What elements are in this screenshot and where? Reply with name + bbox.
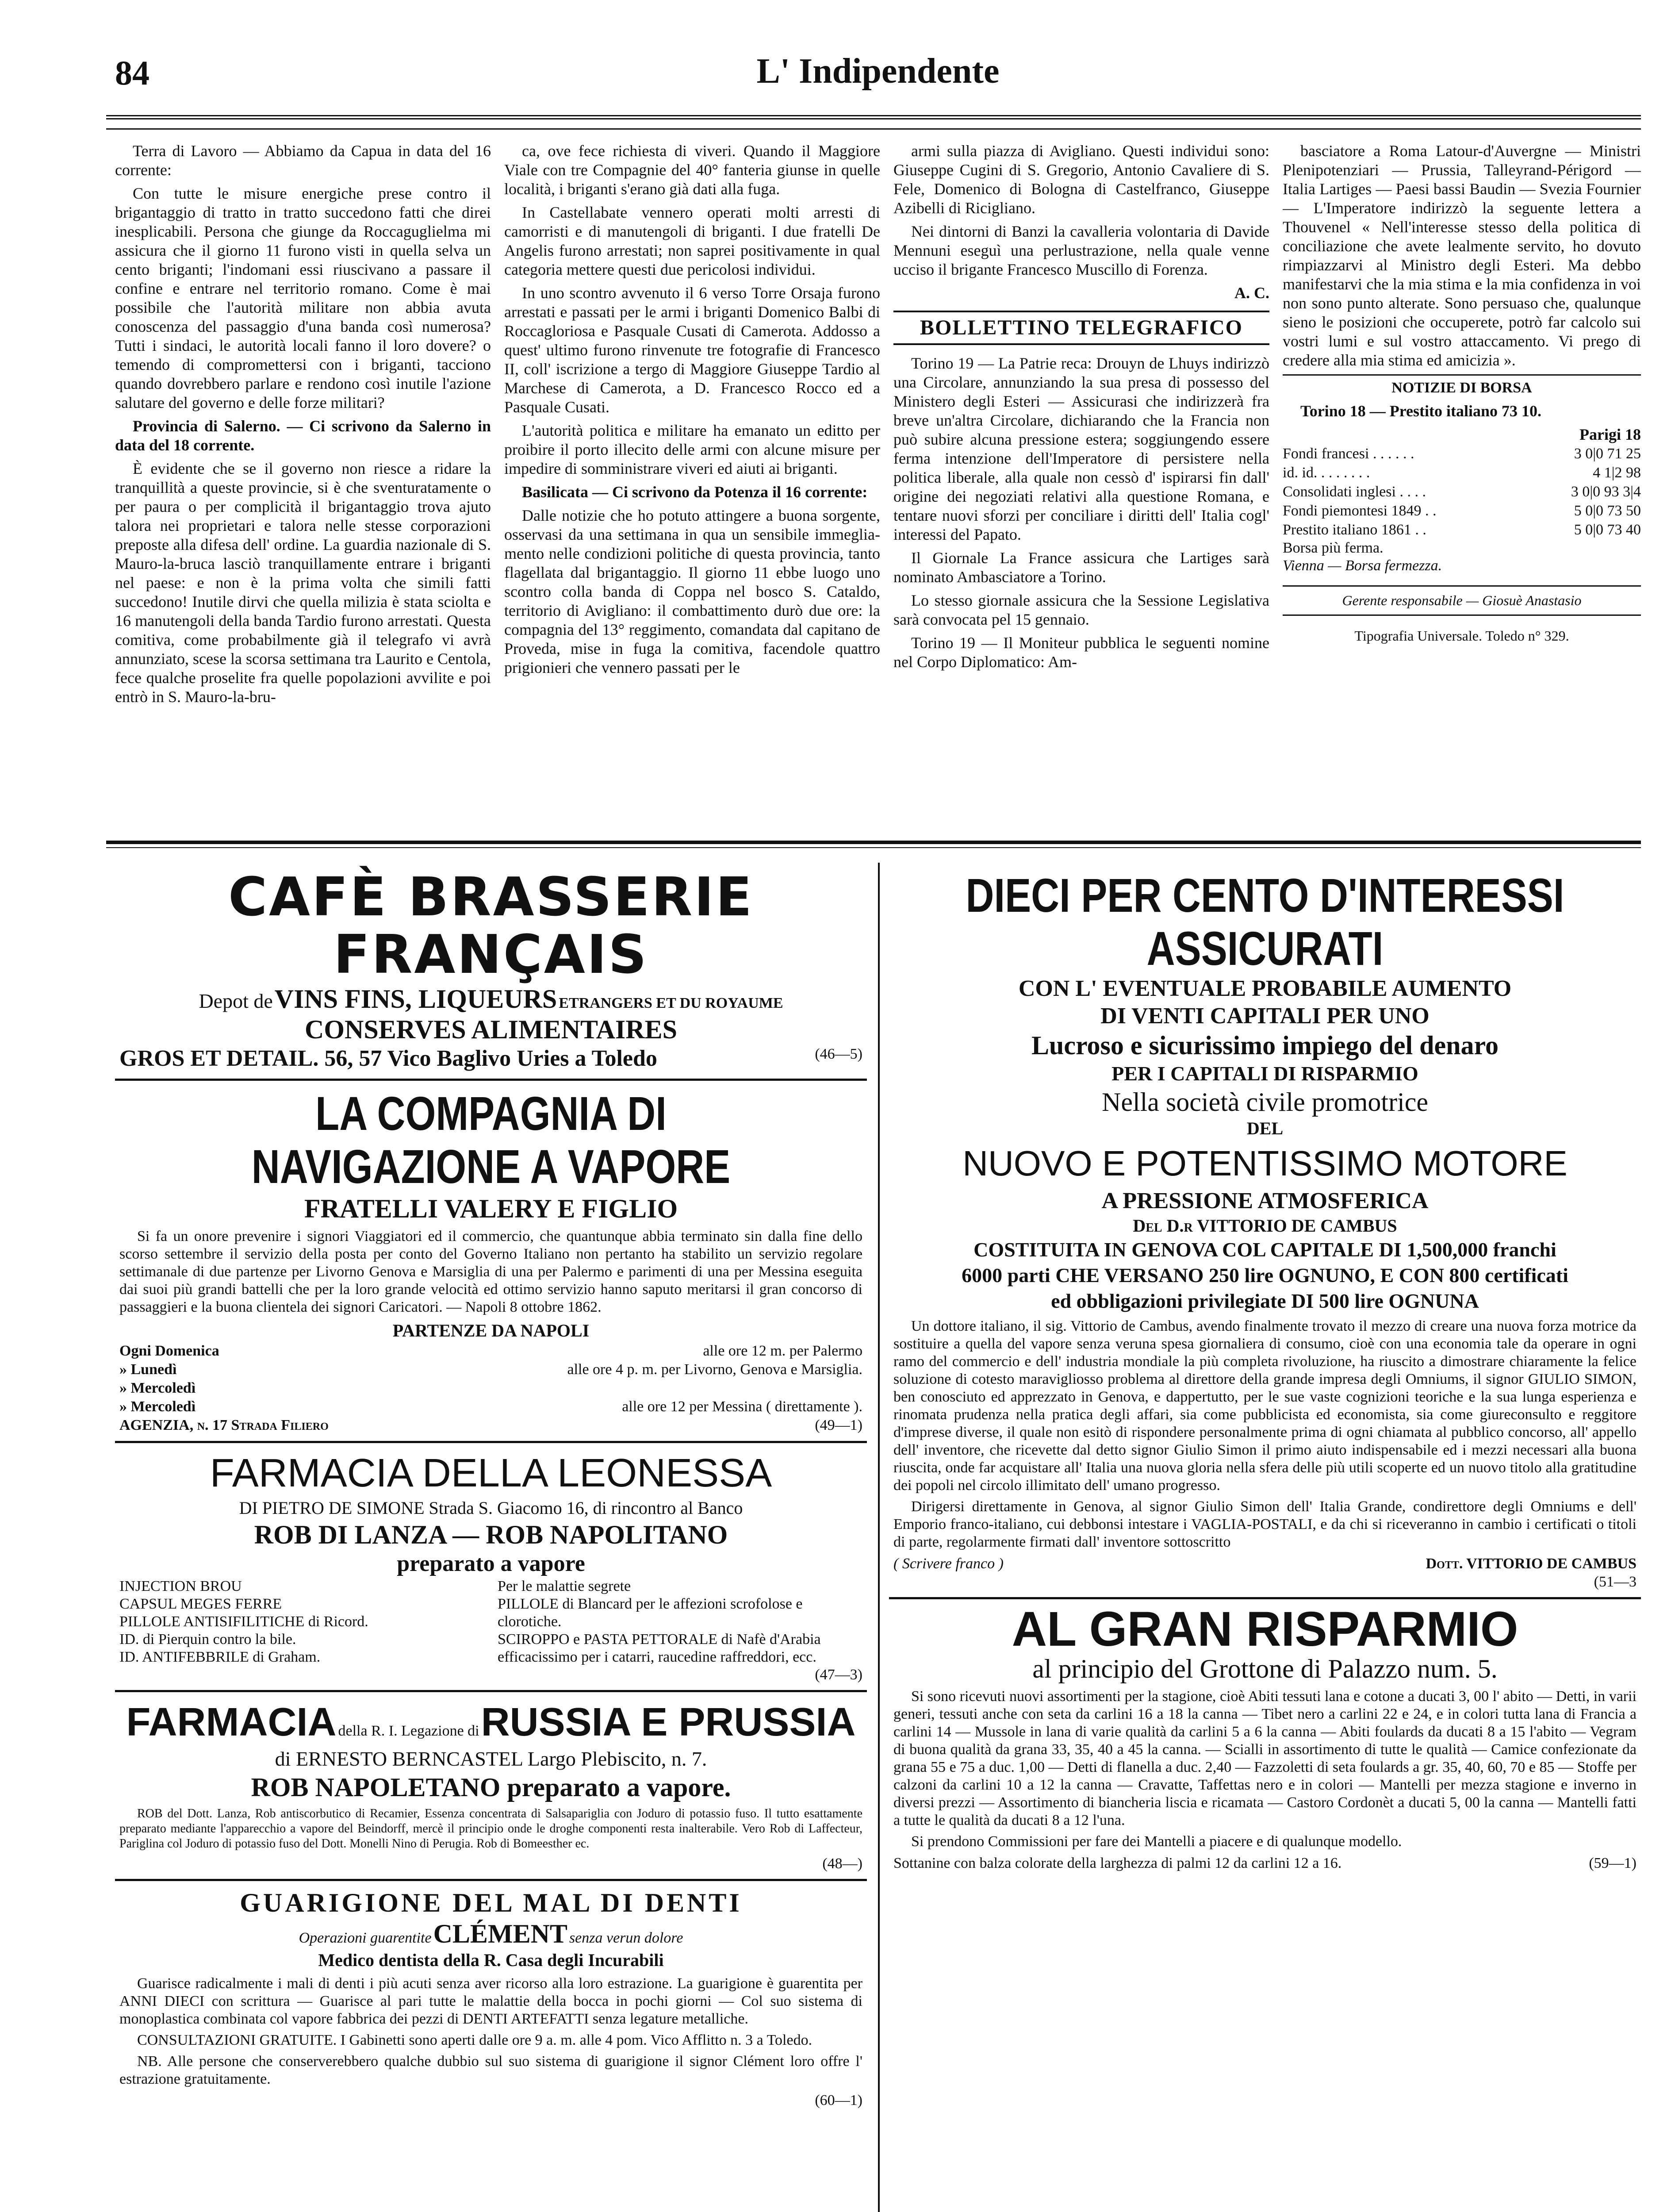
news-column-2 <box>504 142 880 832</box>
ad-line: Medico dentista della R. Casa degli Incurabili <box>318 1950 664 1970</box>
ad-subtitle: al principio del Grottone di Palazzo num. 5. <box>1032 1654 1498 1683</box>
page-number: 84 <box>115 54 149 92</box>
bollettino-heading: BOLLETTINO TELEGRAFICO <box>893 311 1269 345</box>
ad-body: CONSULTAZIONI GRATUITE. I Gabinetti sono aperti dalle ore 9 a. m. alle 4 pom. Vico Afflitto n. 3 a Toledo. <box>137 2032 813 2048</box>
ads-divider <box>878 863 880 2212</box>
ad-body: Dirigersi direttamente in Genova, al signor Giulio Simon dell' Italia Grande, condirettore degli Omniums e dell' Emporio franco-italiano, cui debbonsi intestare i VAGLIA-POSTALI, e da chi si riceveranno in cambio i certificati o titoli di parte, regolarmente firmati dall' inventore sottoscritto <box>893 1498 1637 1550</box>
ad-line: ROB DI LANZA — ROB NAPOLITANO <box>254 1520 728 1549</box>
ad-title: LA COMPAGNIA DI NAVIGAZIONE A VAPORE <box>251 1087 731 1193</box>
tipografia-line: Tipografia Universale. Toledo n° 329. <box>1354 628 1569 644</box>
page-header <box>115 49 1641 102</box>
ad-line: Lucroso e sicurissimo impiego del denaro <box>1031 1031 1499 1060</box>
table-row: Fondi piemontesi 1849 . . 5 0|0 73 50 <box>1283 503 1641 519</box>
ad-line: Depot de VINS FINS, LIQUEURS ETRANGERS ET DU ROYAUME CONSERVES ALIMENTAIRES <box>199 984 783 1044</box>
table-row: Consolidati inglesi . . . . 3 0|0 93 3|4 <box>1283 484 1641 500</box>
ad-line: DI VENTI CAPITALI PER UNO <box>1100 1003 1430 1029</box>
section-rule <box>106 841 1641 844</box>
ad-line: ROB NAPOLETANO preparato a vapore. <box>251 1773 731 1802</box>
news-paragraph: È evidente che se il governo non riesce a ridare la tranquillità a queste provincie, si è che sventuratamente o per paura o per complicità il brigantaggio trova ajuto talora nei proprietari e talora nelle stesse corporazioni preposte alla difesa dell' ordine. La guardia nazionale di S. Mauro-la-bruca lasciò tranquillamente entrare i briganti nel paese: e non è la prima volta che simili fatti succedono! Inutile dirvi che quella milizia è stata sciolta e 16 manutengoli della banda Tardio furono arrestati. Questa comitiva, come probabilmente già il telegrafo vi avrà annunziato, scese la scorsa settimana tra Laurito e Centola, fece qualche proselite fra quelle popolazioni avvilite e poi entrò in S. Mauro-la-bru- <box>115 460 491 706</box>
ad-title: DIECI PER CENTO D'INTERESSI ASSICURATI <box>966 868 1564 975</box>
masthead: L' Indipendente <box>756 52 1000 91</box>
ad-title: AL GRAN RISPARMIO <box>1012 1602 1518 1656</box>
borsa-table <box>1283 444 1641 539</box>
ad-title: CAFÈ BRASSERIE FRANÇAIS <box>228 867 754 986</box>
ad-line: ( Scrivere franco ) Dott. VITTORIO DE CAMBUS <box>893 1555 1637 1572</box>
ad-line: PER I CAPITALI DI RISPARMIO <box>1111 1062 1418 1085</box>
ad-farmacia-leonessa <box>115 1443 867 1692</box>
news-section <box>115 142 1641 832</box>
borsa-note: Borsa più ferma. <box>1283 540 1384 556</box>
ad-compagnia-valery <box>115 1081 867 1443</box>
ad-gran-risparmio <box>889 1599 1641 1879</box>
borsa-vienna: Vienna — Borsa fermezza. <box>1283 557 1442 574</box>
news-paragraph: Nei dintorni di Banzi la cavalleria volontaria di Davide Mennuni eseguì una perlustrazione, nella quale venne ucciso il brigante Francesco Muscillo di Forenza. <box>893 223 1269 278</box>
ad-farmacia-russia: FARMACIA della R. I. Legazione di RUSSIA E PRUSSIA di ERNESTO BERNCASTEL Largo Plebiscito, n. 7. ROB NAPOLETANO preparato a vapore. ROB del Dott. Lanza, Rob antiscorbutico di Recamier, Essenza concentrata di Salsapariglia con Joduro di potassio fuso. Il tutto esattamente preparato mediante l'apparecchio a vapore del Beindorff, mercè il principio onde le droghe componenti resta inalterabile. Vero Rob di Laffecteur, Pariglina col Joduro di potassio fuso del Dott. Monelli Nino di Perugia. Rob di Bomeesther ec. (48—) <box>115 1692 867 1881</box>
schedule-row: Ogni Domenica alle ore 12 m. per Palermo <box>119 1343 862 1359</box>
ad-line: di ERNESTO BERNCASTEL Largo Plebiscito, n. 7. <box>275 1747 707 1770</box>
news-paragraph: In uno scontro avvenuto il 6 verso Torre Orsaja furono arrestati e passati per le armi i briganti Domenico Balbi di Roccagloriosa e Pasquale Cusati di Camerota. Addosso a quest' ultimo furono rinvenute tre fotografie di Francesco II, coll' iscrizione a tergo di Maggiore Giuseppe Tardio al Marchese di Camerota, a D. Francesco Rocco ed a Pasquale Cusati. <box>504 284 880 416</box>
borsa-parigi: Parigi 18 <box>1579 426 1641 443</box>
ad-title: FARMACIA della R. I. Legazione di RUSSIA E PRUSSIA <box>126 1700 856 1744</box>
ad-line: COSTITUITA IN GENOVA COL CAPITALE DI 1,500,000 franchi <box>973 1238 1556 1261</box>
ad-line: GROS ET DETAIL. 56, 57 Vico Baglivo Uries a Toledo (46—5) <box>119 1046 862 1071</box>
borsa-heading: NOTIZIE DI BORSA <box>1283 374 1641 397</box>
news-paragraph: Terra di Lavoro — Abbiamo da Capua in data del 16 corrente: <box>115 142 491 179</box>
ad-body: Si fa un onore prevenire i signori Viaggiatori ed il commercio, che quantunque abbia terminato sin dalla fine dello scorso settembre il servizio della posta per conto del Governo Italiano non pertanto ha stabilito un servizio regolare settimanale di due partenze per Livorno Genova e Marsiglia di una per Palermo e parimenti di una per Messina eseguita dai suoi più grandi battelli che per la loro grande velocità ed ottimo servizio hanno saputo meritarsi il gran concorso di passaggieri e la buona clientela dei signori Caricatori. — Napoli 8 ottobre 1862. <box>119 1228 862 1315</box>
gerente-line: Gerente responsabile — Giosuè Anastasio <box>1283 585 1641 616</box>
news-paragraph: Il Giornale La France assicura che Lartiges sarà nominato Ambasciatore a Torino. <box>893 549 1269 586</box>
ad-line: DEL <box>1246 1118 1284 1138</box>
ad-partenze: PARTENZE DA NAPOLI <box>392 1321 590 1340</box>
ad-clement-dentista: GUARIGIONE DEL MAL DI DENTI Operazioni guarentite CLÉMENT senza verun dolore Medico dentista della R. Casa degli Incurabili Guarisce radicalmente i mali di denti i più acuti senza aver ricorso alla loro estrazione. La guarigione è guarentita per ANNI DIECI con scrittura — Guarisce al pari tutte le malattie della bocca in pochi giorni — Col suo sistema di monoplastica combinata col vapore fabbrica dei pezzi di DENTI ARTEFATTI senza legature metalliche. CONSULTAZIONI GRATUITE. I Gabinetti sono aperti dalle ore 9 a. m. alle 4 pom. Vico Afflitto n. 3 a Toledo. NB. Alle persone che conserverebbero qualche dubbio sul suo sistema di guarigione il signor Clément loro offre l' estrazione gratuitamente. (60—1) <box>119 1888 862 2108</box>
table-row: id. id. . . . . . . . 4 1|2 98 <box>1283 465 1641 481</box>
ad-body: Un dottore italiano, il sig. Vittorio de Cambus, avendo finalmente trovato il mezzo di creare una nuova forza motrice da sostituire a quella del vapore senza veruna spesa giornaliera di consumo, cioè con una economia tale da operare in ogni ramo del commercio e dell' industria mondiale la più completa rivoluzione, ha riuscito a dimostrare chiaramente la felice soluzione di cotesto maravigliosso problema al direttore della grande impresa degli Omniums, il signor GIULIO SIMON, ben conosciuto ed apprezzato in Genova, e dappertutto, per le sue vaste cognizioni teoriche e la sua lunga esperienza e rinomata prudenza nella pratica degli affari, sia come pubblicista ed economista, sia come giureconsulto e reggitore d'imprese diverse, il quale non esitò di rispondere personalmente prima di ogni chiamata al pubblico concorso, all' appello dell' inventore, che ricevette dal detto signor Giulio Simon il primo aiuto indispensabile ed i mezzi necessari alla buona riuscita, onde far acquistare all' Italia una nuova gloria nella sfera delle più utili scoperte ed un nuovo titolo alla gratitudine dei popoli nel circolo illimitato dell' umano progresso. <box>893 1318 1637 1494</box>
news-paragraph: L'autorità politica e militare ha emanato un editto per proibire il porto illecito delle armi con alcune misure per impedire di somministrare viveri ed aiuti ai briganti. <box>504 422 880 477</box>
news-paragraph: armi sulla piazza di Avigliano. Questi individui sono: Giuseppe Cugini di S. Gregorio, Antonio Cavaliere di S. Fele, Domenico di Bologna di Castelfranco, Giuseppe Azibelli di Ricigliano. <box>893 142 1269 217</box>
ads-right-column <box>889 863 1641 2212</box>
ad-two-columns <box>119 1578 862 1684</box>
ad-line: Del D.r VITTORIO DE CAMBUS <box>1133 1216 1397 1236</box>
news-paragraph: Lo stesso giornale assicura che la Sessione Legislativa sarà convocata pel 15 gennaio. <box>893 591 1269 628</box>
ad-line: NUOVO E POTENTISSIMO MOTORE <box>962 1144 1568 1183</box>
schedule-row: » Mercoledì alle ore 12 per Messina ( direttamente ). <box>119 1398 862 1415</box>
news-paragraph: Con tutte le misure energiche prese contro il brigantaggio di tratto in tratto succedono fatti che direi inesplicabili. Persona che giunge da Roccaguglielma mi assicura che il giorno 11 furono visti in quella selva un cento briganti; l'indomani essi riuscivano a passare il confine e entrare nel territorio romano. Come è mai possibile che l'autorità militare non abbia avuta conoscenza del passaggio d'una banda così numerosa? Tutti i sindaci, le autorità locali fanno il loro dovere? o temendo di compromettersi con i briganti, tacciono quando dovrebbero parlare e rendono così inutile l'azione salutare del governo e delle forze militari? <box>115 184 491 411</box>
news-column-4 <box>1283 142 1641 832</box>
ad-line: Operazioni guarentite CLÉMENT senza verun dolore <box>299 1919 683 1948</box>
ad-subtitle: FRATELLI VALERY E FIGLIO <box>304 1194 678 1223</box>
news-column-1 <box>115 142 491 832</box>
news-paragraph: In Castellabate vennero operati molti arresti di camorristi e di manutengoli di briganti. I due fratelli De Angelis furono arrestati; non saprei positivamente in qual categoria mettere questi due pericolosi individui. <box>504 204 880 278</box>
news-paragraph: Dalle notizie che ho potuto attingere a buona sorgente, osservasi da una settimana in qua un sensibile immegliamento nelle condizioni politiche di questa provincia, tanto flagellata dal brigantaggio. Il giorno 11 ebbe luogo uno scontro colla banda di Coppa nel bosco S. Cataldo, territorio di Avigliano: il combattimento durò due ore: la compagnia del 13° reggimento, comandata dal capitano de Proveda, mise in fuga la comitiva, facendole quattro prigionieri che vennero passati per le <box>504 507 880 676</box>
ad-line: ed obbligazioni privilegiate DI 500 lire OGNUNA <box>1051 1290 1479 1312</box>
ad-line: 6000 parti CHE VERSANO 250 lire OGNUNO, E CON 800 certificati <box>962 1264 1568 1286</box>
schedule-row: » Mercoledì <box>119 1380 196 1396</box>
news-paragraph: basciatore a Roma Latour-d'Auvergne — Ministri Plenipotenziari — Prussia, Talleyrand-Périgord — Italia Lartiges — Paesi bassi Baudin — Svezia Fournier — L'Imperatore indirizzò la seguente lettera a Thouvenel « Nell'interesse stesso della politica di conciliazione che avete lealmente servito, ho dovuto rimpiazzarvi al Ministro degli Esteri. Ma debbo manifestarvi che la mia stima e la mia confidenza in voi non sono punto alterate. Sono persuaso che, qualunque sieno le posizioni che occuperete, potrò far calcolo sui vostri lumi e sul vostro attaccamento. Vi prego di credere alla mia stima ed amicizia ». <box>1283 142 1641 369</box>
section-rule-thin <box>106 847 1641 848</box>
ads-left-column <box>115 863 867 2212</box>
ad-body: Guarisce radicalmente i mali di denti i più acuti senza aver ricorso alla loro estrazione. La guarigione è guarentita per ANNI DIECI con scrittura — Guarisce al pari tutte le malattie della bocca in pochi giorni — Col suo sistema di monoplastica combinata col vapore fabbrica dei pezzi di DENTI ARTEFATTI senza legature metalliche. <box>119 1975 862 2027</box>
ad-left-list: INJECTION BROU CAPSUL MEGES FERRE PILLOLE ANTISIFILITICHE di Ricord. ID. di Pierquin contro la bile. ID. ANTIFEBBRILE di Graham. <box>119 1578 368 1665</box>
ad-line: A PRESSIONE ATMOSFERICA <box>1101 1188 1429 1214</box>
news-paragraph: Torino 19 — La Patrie reca: Drouyn de Lhuys indirizzò una Circolare, annunziando la sua presa di possesso del Ministero degli Esteri — Assicurasi che indirizzerà fra breve un'altra Circolare, dichiarando che la Francia non può subire alcuna pressione estera; soggiungendo essere ferma intenzione dell'Imperatore di persistere nella politica liberale, alla quale non cessò d' ispirarsi fin dall' origine dei negoziati relativi alla questione Romana, e tentare nuovi sforzi per conciliare i diritti dell' Italia cogl' interessi del Papato. <box>893 354 1269 543</box>
ad-line: Sottanine con balza colorate della larghezza di palmi 12 da carlini 12 a 16. (59—1) <box>893 1855 1637 1871</box>
ad-line: CON L' EVENTUALE PROBABILE AUMENTO <box>1018 976 1512 1001</box>
header-rule <box>106 115 1641 119</box>
ad-line: AGENZIA, n. 17 Strada Filiero (49—1) <box>119 1417 862 1433</box>
borsa-torino: Torino 18 — Prestito italiano 73 10. <box>1300 402 1542 420</box>
ad-title: GUARIGIONE DEL MAL DI DENTI <box>240 1888 742 1917</box>
ad-line: DI PIETRO DE SIMONE Strada S. Giacomo 16, di rincontro al Banco <box>239 1498 743 1518</box>
schedule-row: » Lunedì alle ore 4 p. m. per Livorno, Genova e Marsiglia. <box>119 1361 862 1378</box>
ad-line: preparato a vapore <box>397 1551 585 1576</box>
ad-dieci-per-cento: DIECI PER CENTO D'INTERESSI ASSICURATI CON L' EVENTUALE PROBABILE AUMENTO DI VENTI CAPITALI PER UNO Lucroso e sicurissimo impiego del denaro PER I CAPITALI DI RISPARMIO Nella società civile promotrice DEL NUOVO E POTENTISSIMO MOTORE A PRESSIONE ATMOSFERICA Del D.r VITTORIO DE CAMBUS COSTITUITA IN GENOVA COL CAPITALE DI 1,500,000 franchi 6000 parti CHE VERSANO 250 lire OGNUNO, E CON 800 certificati ed obbligazioni privilegiate DI 500 lire OGNUNA Un dottore italiano, il sig. Vittorio de Cambus, avendo finalmente trovato il mezzo di creare una nuova forza motrice da sostituire a quella del vapore senza veruna spesa giornaliera di consumo, cioè con una economia tale da operare in ogni ramo del commercio e dell' industria mondiale la più completa rivoluzione, ha riuscito a dimostrare chiaramente la felice soluzione di cotesto maravigliosso problema al direttore della grande impresa degli Omniums, il signor GIULIO SIMON, ben conosciuto ed apprezzato in Genova, e dappertutto, per le sue vaste cognizioni teoriche e la sua lunga esperienza e rinomata prudenza nella pratica degli affari, sia come pubblicista ed economista, sia come giureconsulto e reggitore d'imprese diverse, il quale non esitò di rispondere personalmente prima di ogni chiamata al pubblico concorso, all' appello dell' inventore, che ricevette dal detto signor Giulio Simon il primo aiuto indispensabile ed i mezzi necessari alla buona riuscita, onde far acquistare all' Italia una nuova gloria nella sfera delle più utili scoperte ed un nuovo titolo alla gratitudine dei popoli nel circolo illimitato dell' umano progresso. Dirigersi direttamente in Genova, al signor Giulio Simon dell' Italia Grande, condirettore degli Omniums e dell' Emporio franco-italiano, cui debbonsi intestare i VAGLIA-POSTALI, e da chi si riceveranno in cambio i certificati o titoli di parte, regolarmente firmati dall' inventore sottoscritto ( Scrivere franco ) Dott. VITTORIO DE CAMBUS (51—3 <box>889 863 1641 1599</box>
ad-body: ROB del Dott. Lanza, Rob antiscorbutico di Recamier, Essenza concentrata di Salsapariglia con Joduro di potassio fuso. Il tutto esattamente preparato mediante l'apparecchio a vapore del Beindorff, mercè il principio onde le droghe componenti resta inalterabile. Vero Rob di Laffecteur, Pariglina col Joduro di potassio fuso del Dott. Monelli Nino di Perugia. Rob di Bomeesther ec. <box>119 1807 862 1851</box>
header-rule-thin <box>106 128 1641 130</box>
table-row: Fondi francesi . . . . . . 3 0|0 71 25 <box>1283 445 1641 462</box>
news-column-3 <box>893 142 1269 832</box>
article-signature: A. C. <box>1234 284 1269 302</box>
news-subhead: Provincia di Salerno. — Ci scrivono da Salerno in data del 18 corrente. <box>115 417 491 454</box>
news-paragraph: ca, ove fece richiesta di viveri. Quando il Maggiore Viale con tre Compagnie del 40° fanteria giunse in quelle località, i briganti s'erano già dati alla fuga. <box>504 142 880 198</box>
ad-line: Nella società civile promotrice <box>1101 1087 1429 1117</box>
ad-body: Si sono ricevuti nuovi assortimenti per la stagione, cioè Abiti tessuti lana e cotone a ducati 3, 00 l' abito — Detti, in varii generi, tessuti anche con seta da carlini 16 a 18 la canna — Tibet nero a carlini 22 e 24, e in colori tutta lana di Francia a carlini 14 — Mussole in lana di varie qualità da carlini 5 a 6 la canna — Abiti foulards da ducati 8 a 15 l'abito — Vegram di buona qualità da grana 33, 35, 40 a 45 la canna. — Scialli in assortimento di tutte le qualità — Camice confezionate da grana 55 e 75 a duc. 1,00 — Detti di flanella a duc. 2,40 — Fazzoletti di seta foulards a gr. 35, 40, 60, 70 e 85 — Stoffe per calzoni da carlini 10 a 12 la canna — Cravatte, Taffettas nero e in colori — Mantelli per mezza stagione e inverno in diversi prezzi — Assortimento di biancheria liscia e ricamata — Castoro Cordonèt a ducati 5, 00 la canna — Mantelli fatti a tutte le qualità da ducati 8 a 12 l'una. <box>893 1688 1637 1828</box>
ad-body: Si prendono Commissioni per fare dei Mantelli a piacere e di qualunque modello. <box>911 1833 1402 1850</box>
news-subhead: Basilicata — Ci scrivono da Potenza il 16 corrente: <box>522 483 868 501</box>
ad-title: FARMACIA DELLA LEONESSA <box>210 1451 772 1495</box>
ad-cafe-brasserie <box>115 863 867 1081</box>
news-paragraph: Torino 19 — Il Moniteur pubblica le seguenti nomine nel Corpo Diplomatico: Am- <box>893 634 1269 671</box>
table-row: Prestito italiano 1861 . . 5 0|0 73 40 <box>1283 522 1641 538</box>
ad-right-list: Per le malattie segrete PILLOLE di Blancard per le affezioni scrofolose e clorotiche. SCIROPPO e PASTA PETTORALE di Nafè d'Arabia efficacissimo per i catarri, raucedine raffreddori, ecc. (47—3) <box>498 1578 862 1683</box>
ad-body: NB. Alle persone che conserverebbero qualche dubbio sul suo sistema di guarigione il signor Clément loro offre l' estrazione gratuitamente. <box>119 2053 862 2087</box>
